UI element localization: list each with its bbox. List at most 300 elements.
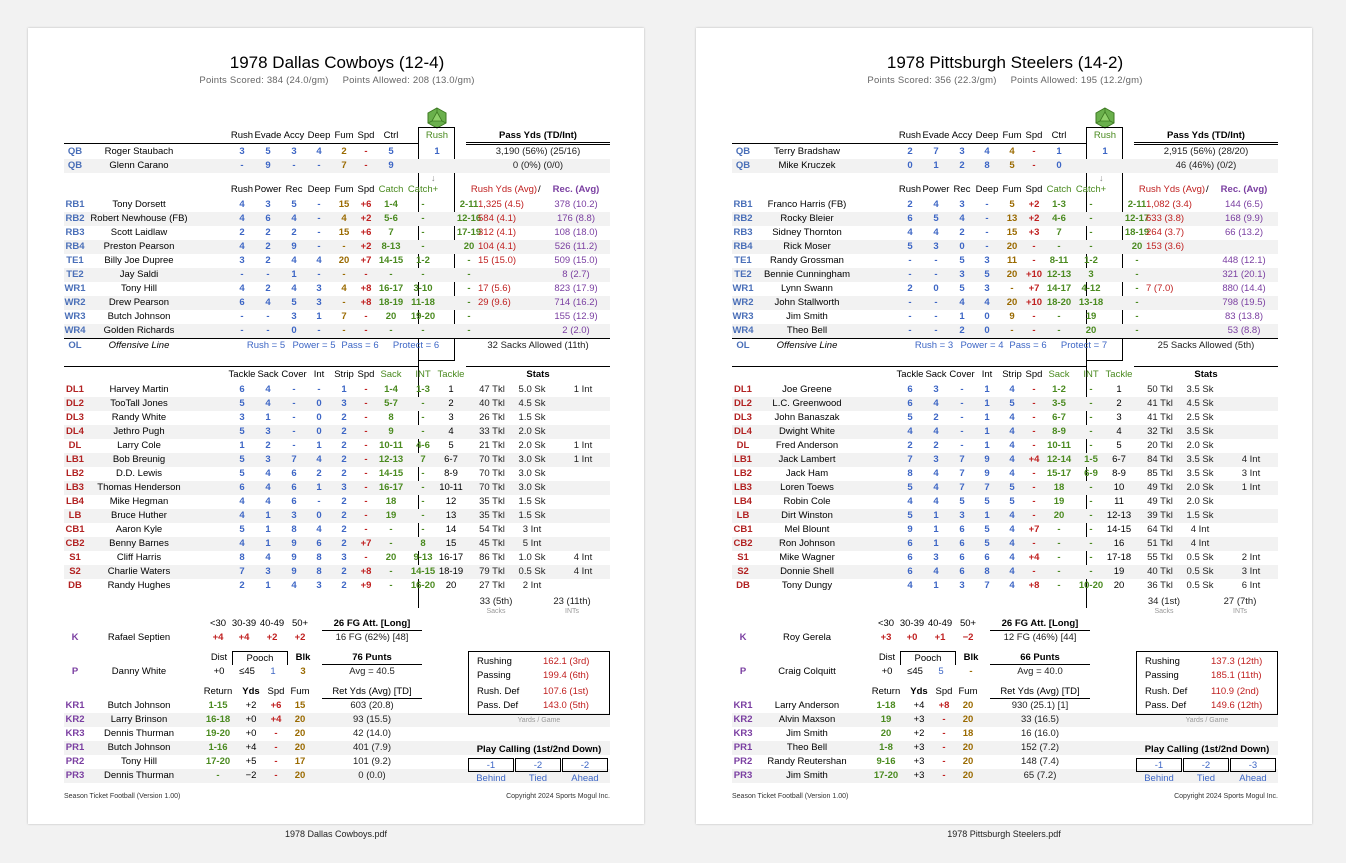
def-stat: 49 Tkl	[1147, 496, 1173, 507]
rating: 20	[1053, 510, 1065, 521]
rating: -	[960, 412, 964, 423]
table-row	[732, 268, 1278, 282]
position-label: WR2	[64, 297, 86, 308]
rating: 19	[1053, 496, 1065, 507]
position-label: S1	[69, 552, 81, 563]
rating: 4	[959, 297, 965, 308]
player-name: Tony Dorsett	[112, 199, 166, 210]
rating: 6	[984, 552, 990, 563]
player-name: Butch Johnson	[107, 742, 171, 753]
def-stat: 1 Int	[573, 384, 593, 395]
rating: 18-20	[1046, 297, 1072, 308]
sacks-allowed: 32 Sacks Allowed (11th)	[487, 340, 589, 351]
rating: +7	[1028, 524, 1040, 535]
position-label: DL3	[734, 412, 752, 423]
ol-rating: Rush = 3	[914, 340, 954, 351]
position-label: LB3	[66, 482, 84, 493]
column-header: Spd	[357, 130, 375, 141]
team-defense-summary	[64, 595, 610, 615]
rating: 1-2	[416, 255, 430, 266]
def-stat: 20 Tkl	[1147, 440, 1173, 451]
rating: 1	[933, 538, 939, 549]
table-row	[64, 509, 610, 523]
rating: 1	[984, 510, 990, 521]
column-header: Strip	[334, 369, 354, 380]
skill-row	[64, 198, 610, 212]
rating: 4	[1009, 440, 1015, 451]
def-stat	[1228, 509, 1274, 523]
position-label: LB2	[66, 468, 84, 479]
table-row	[732, 579, 1278, 593]
player-name: Franco Harris (FB)	[767, 199, 847, 210]
team-title: 1978 Pittsburgh Steelers (14-2)	[886, 53, 1124, 72]
rating: -	[985, 213, 989, 224]
position-label: TE2	[734, 269, 752, 280]
rating: -	[1057, 580, 1061, 591]
player-name: Jim Smith	[786, 728, 828, 739]
rating: 10	[1113, 482, 1125, 493]
rating: 2	[341, 496, 347, 507]
def-stat: 1.5 Sk	[518, 510, 546, 521]
rating: -	[908, 325, 912, 336]
rating: +10	[1025, 297, 1043, 308]
position-label: KR1	[65, 700, 85, 711]
column-header: Spd	[1025, 130, 1043, 141]
table-row	[64, 226, 610, 240]
table-row	[64, 425, 610, 439]
rating: -	[1089, 552, 1093, 563]
rating: -	[1135, 297, 1139, 308]
section-divider	[732, 143, 1086, 144]
rating: -	[1032, 468, 1036, 479]
team-stat-value: 137.3 (12th)	[1211, 656, 1263, 667]
pass-stats: 46 (46%) (0/2)	[1175, 160, 1237, 171]
table-row	[64, 565, 610, 579]
column-header: Int	[313, 369, 325, 380]
rating: 5	[984, 524, 990, 535]
rush-yards: 15 (15.0)	[478, 255, 517, 266]
rating: 20	[385, 552, 397, 563]
rec-yards: 66 (13.2)	[1224, 227, 1264, 238]
return-range: -	[216, 770, 220, 781]
rating: 1	[434, 146, 440, 157]
rec-yards: 2 (2.0)	[562, 325, 590, 336]
punt-mod: 3	[300, 666, 306, 677]
column-header: Return	[871, 686, 901, 697]
def-stat	[1228, 523, 1274, 537]
rating: 9	[291, 241, 297, 252]
rating: 4	[933, 468, 939, 479]
rating: 4	[291, 255, 297, 266]
rating: 0	[907, 160, 913, 171]
rating: 2	[907, 440, 913, 451]
table-row	[732, 537, 1278, 551]
team-stat-label: Rush. Def	[477, 686, 520, 697]
rating: -	[934, 325, 938, 336]
rating: 6	[291, 482, 297, 493]
skill-row	[64, 254, 610, 268]
table-row	[732, 495, 1278, 509]
rating: 2	[316, 468, 322, 479]
rating: 3	[984, 255, 990, 266]
rating: 4	[291, 283, 297, 294]
rating: +8	[360, 566, 372, 577]
position-label: WR4	[732, 325, 754, 336]
rating: 14	[445, 524, 457, 535]
qb-row	[732, 145, 1278, 159]
return-fum: 20	[962, 742, 974, 753]
punt-mod: ≤45	[907, 666, 923, 677]
return-yds: +3	[913, 714, 925, 725]
rating: 4	[265, 297, 271, 308]
rating: 10-11	[439, 482, 463, 493]
rating: -	[1089, 426, 1093, 437]
rating: 6	[907, 384, 913, 395]
column-header: 40-49	[927, 618, 953, 629]
table-row	[64, 324, 610, 338]
player-name: Dwight White	[779, 426, 835, 437]
rating: 3	[933, 552, 939, 563]
rating: 20	[385, 311, 397, 322]
rating: -	[1089, 482, 1093, 493]
rating: 2	[933, 412, 939, 423]
column-header: Tackle	[896, 369, 924, 380]
defense-row	[732, 551, 1278, 565]
rating: 1	[265, 524, 271, 535]
column-header: Power	[254, 184, 282, 195]
skill-row	[64, 268, 610, 282]
table-row	[732, 481, 1278, 495]
rating: 3	[291, 146, 297, 157]
rating: 19	[385, 510, 397, 521]
table-row	[64, 383, 610, 397]
table-row	[732, 551, 1278, 565]
rating: 0	[316, 398, 322, 409]
rec-yards: 714 (16.2)	[554, 297, 598, 308]
rating: -	[317, 241, 321, 252]
return-fum: 20	[294, 742, 306, 753]
rating: 4	[933, 398, 939, 409]
rating: 7	[291, 454, 297, 465]
rating: -	[1057, 311, 1061, 322]
player-name: Butch Johnson	[107, 311, 171, 322]
header-row	[64, 129, 610, 143]
team-stat-label: Pass. Def	[1145, 700, 1187, 711]
play-calling-value: -1	[468, 758, 514, 772]
column-header: Ret Yds (Avg) [TD]	[322, 685, 422, 699]
points-scored: Points Scored: 384 (24.0/gm)	[199, 75, 329, 86]
rating: 6	[291, 496, 297, 507]
ol-rating: Power = 5	[292, 340, 336, 351]
rating: 3-5	[1052, 398, 1066, 409]
return-spd: +4	[270, 714, 282, 725]
column-header: Pass Yds (TD/Int)	[466, 129, 610, 143]
rush-yards: 7 (7.0)	[1146, 283, 1174, 294]
rating: -	[317, 199, 321, 210]
player-name: Jack Lambert	[778, 454, 836, 465]
player-name: Tony Hill	[121, 283, 157, 294]
column-header: Blk	[295, 652, 311, 663]
rush-yards: 1,082 (3.4)	[1146, 199, 1192, 210]
player-name: Theo Bell	[786, 325, 828, 336]
column-header: Yds	[242, 686, 260, 697]
return-stats: 16 (16.0)	[1020, 728, 1060, 739]
rating: 2	[341, 580, 347, 591]
rating: -	[317, 384, 321, 395]
column-header: Rush	[230, 130, 254, 141]
rush-yards	[1134, 296, 1210, 310]
player-name: Larry Cole	[117, 440, 161, 451]
column-header: Ret Yds (Avg) [TD]	[990, 685, 1090, 699]
rating: 5	[1009, 160, 1015, 171]
rating: 15	[445, 538, 457, 549]
rating: -	[240, 160, 244, 171]
rating: 4	[959, 213, 965, 224]
return-stats: 93 (15.5)	[352, 714, 392, 725]
position-label: DL	[68, 440, 82, 451]
rating: 1	[933, 510, 939, 521]
def-stat	[1228, 537, 1274, 551]
offensive-line-row	[64, 338, 610, 352]
rating: 8-9	[444, 468, 458, 479]
column-header: Fum	[958, 686, 978, 697]
return-row	[64, 727, 610, 741]
position-label: LB4	[734, 496, 752, 507]
def-stat	[560, 397, 606, 411]
rating: 4	[907, 580, 913, 591]
column-header: Sack	[257, 369, 279, 380]
team-title: 1978 Dallas Cowboys (12-4)	[229, 53, 445, 72]
kicker-row	[732, 631, 1278, 645]
def-stat: 35 Tkl	[479, 510, 505, 521]
return-fum: 20	[962, 770, 974, 781]
rating: -	[389, 269, 393, 280]
def-stat: 5 Int	[522, 538, 542, 549]
rating: 14-17	[1046, 283, 1072, 294]
rating: 4	[341, 283, 347, 294]
table-row	[732, 727, 1278, 741]
skill-row	[64, 296, 610, 310]
column-header: Sack	[925, 369, 947, 380]
rating: 6	[959, 552, 965, 563]
rating: 6	[239, 297, 245, 308]
rating: -	[364, 384, 368, 395]
position-label: S2	[737, 566, 749, 577]
def-stat: 54 Tkl	[479, 524, 505, 535]
rating: 12-13	[1106, 510, 1132, 521]
rec-yards: 448 (12.1)	[1222, 255, 1266, 266]
rating: -	[1032, 146, 1036, 157]
def-stat: 2 Int	[522, 580, 542, 591]
defense-row	[732, 425, 1278, 439]
column-header: Accy	[283, 130, 305, 141]
table-row	[732, 159, 1278, 173]
rating: -	[1057, 241, 1061, 252]
table-row	[732, 453, 1278, 467]
column-header: Spd	[267, 686, 285, 697]
table-row	[732, 324, 1278, 338]
player-name: Thomas Henderson	[97, 482, 181, 493]
rush-yards: 104 (4.1)	[478, 241, 517, 252]
rating: -	[421, 524, 425, 535]
punt-avg: Avg = 40.5	[349, 666, 395, 677]
table-row	[64, 523, 610, 537]
rating: -	[934, 269, 938, 280]
rating: 3	[341, 398, 347, 409]
return-yds: +3	[913, 742, 925, 753]
punt-mod: +0	[881, 666, 893, 677]
rating: 16	[1113, 538, 1125, 549]
rating: 4	[291, 213, 297, 224]
rating: -	[317, 325, 321, 336]
rating: 4	[1116, 426, 1122, 437]
column-header: 30-39	[231, 618, 257, 629]
play-calling-label: Behind	[1144, 773, 1174, 784]
rating: 4	[239, 283, 245, 294]
skill-row	[64, 282, 610, 296]
return-stats: 101 (9.2)	[352, 756, 392, 767]
def-stat: 3.5 Sk	[1186, 468, 1214, 479]
rating: 19	[1085, 311, 1097, 322]
position-label: OL	[68, 340, 82, 351]
rating: -	[364, 311, 368, 322]
column-header: Tackle	[437, 369, 465, 380]
rating: 8	[420, 538, 426, 549]
table-row	[732, 425, 1278, 439]
rating: -	[1135, 283, 1139, 294]
rating: -	[421, 496, 425, 507]
rating: 4	[448, 426, 454, 437]
player-name: Loren Toews	[780, 482, 834, 493]
skill-header	[732, 183, 1278, 197]
player-name: L.C. Greenwood	[772, 398, 842, 409]
position-label: PR1	[65, 742, 85, 753]
rating: -	[1089, 213, 1093, 224]
column-header: Power	[922, 184, 950, 195]
team-stat-value: 107.6 (1st)	[543, 686, 589, 697]
ol-rating: Pass = 6	[341, 340, 379, 351]
return-yds: +0	[245, 714, 257, 725]
rating: 3	[448, 412, 454, 423]
rating: 8-13	[381, 241, 401, 252]
pass-stats: 3,190 (56%) (25/16)	[495, 146, 581, 157]
column-header: INT	[415, 369, 431, 380]
rating: 18-19	[378, 297, 404, 308]
position-label: LB4	[66, 496, 84, 507]
column-header: Spd	[1025, 369, 1043, 380]
rec-yards: 53 (8.8)	[1227, 325, 1261, 336]
player-name: Larry Anderson	[774, 700, 840, 711]
rating: -	[421, 241, 425, 252]
rating: 4	[907, 227, 913, 238]
def-stat: 2.0 Sk	[518, 426, 546, 437]
rating: -	[364, 510, 368, 521]
table-row	[64, 212, 610, 226]
rating: -	[421, 199, 425, 210]
rating: +8	[360, 297, 372, 308]
return-fum: 20	[962, 714, 974, 725]
rating: 20	[1085, 325, 1097, 336]
rush-yards	[466, 268, 542, 282]
def-stat	[560, 495, 606, 509]
column-header: Catch+	[407, 184, 439, 195]
rating: 9	[388, 160, 394, 171]
rating: -	[364, 440, 368, 451]
skill-row	[64, 324, 610, 338]
defense-row	[64, 467, 610, 481]
rating: -	[1089, 384, 1093, 395]
rating: 13	[1006, 213, 1018, 224]
caption: INTs	[565, 608, 579, 615]
rating: 3-10	[413, 283, 433, 294]
rating: 9	[291, 566, 297, 577]
rating: 0	[984, 325, 990, 336]
rush-yards: 264 (3.7)	[1146, 227, 1185, 238]
qb-header	[64, 129, 610, 143]
column-header: <30	[877, 618, 895, 629]
column-header: Catch	[1046, 184, 1072, 195]
rating: 5	[907, 482, 913, 493]
rating: -	[266, 311, 270, 322]
rating: 2	[933, 440, 939, 451]
player-name: John Banaszak	[774, 412, 840, 423]
skill-row	[732, 296, 1278, 310]
rating: +4	[1028, 552, 1040, 563]
rating: 4	[316, 454, 322, 465]
player-name: Rafael Septien	[107, 632, 171, 643]
player-name: Mel Blount	[784, 524, 830, 535]
table-row	[732, 240, 1278, 254]
rating: -	[1057, 524, 1061, 535]
return-spd: -	[942, 770, 946, 781]
rating: 1-4	[384, 199, 398, 210]
footer-version: Season Ticket Football (Version 1.00)	[64, 793, 181, 800]
def-stat: 0.5 Sk	[1186, 566, 1214, 577]
rating: 4	[933, 482, 939, 493]
player-name: Offensive Line	[776, 340, 838, 351]
return-fum: 20	[294, 714, 306, 725]
rating: 2	[265, 283, 271, 294]
return-stats: 148 (7.4)	[1020, 756, 1060, 767]
rush-yards: 633 (3.8)	[1146, 213, 1185, 224]
skill-row	[64, 310, 610, 324]
file-name-label: 1978 Dallas Cowboys.pdf	[284, 829, 388, 839]
team-defense-summary	[732, 595, 1278, 615]
defense-row	[732, 565, 1278, 579]
rating: -	[389, 538, 393, 549]
rating: -	[342, 241, 346, 252]
position-label: PR3	[733, 770, 753, 781]
def-stat	[1228, 425, 1274, 439]
def-stat: 26 Tkl	[479, 412, 505, 423]
rating: 9	[907, 524, 913, 535]
position-label: TE1	[734, 255, 752, 266]
team-stat-value: 162.1 (3rd)	[543, 656, 590, 667]
return-range: 1-15	[208, 700, 228, 711]
table-row	[732, 145, 1278, 159]
rating: 20	[445, 580, 457, 591]
rating: 3	[959, 199, 965, 210]
position-label: CB1	[733, 524, 753, 535]
rating: 4	[1009, 552, 1015, 563]
table-row	[64, 727, 610, 741]
rating: -	[1135, 325, 1139, 336]
rating: -	[1057, 552, 1061, 563]
rating: 12	[445, 496, 457, 507]
rating: -	[908, 269, 912, 280]
rating: 2	[341, 146, 347, 157]
player-name: Roger Staubach	[104, 146, 174, 157]
